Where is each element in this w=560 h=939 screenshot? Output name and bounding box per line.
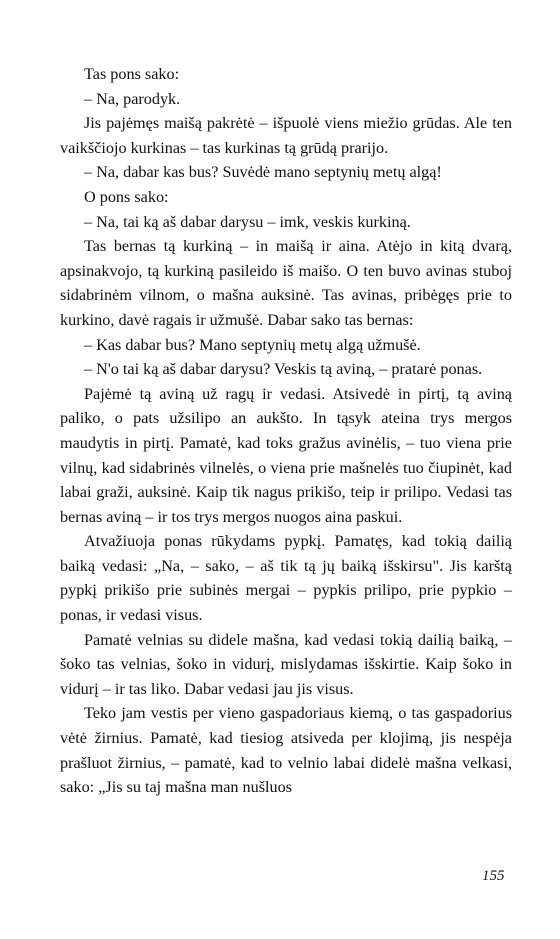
paragraph-7: Tas bernas tą kurkiną – in maišą ir aina. Atėjo in kitą dvarą, apsinakvojo, tą kurkiną pasileido iš maišo. O ten buvo avinas stuboj sidabrinėm vilnom, o mašna auksinė. Tas avinas, pribėgęs prie to kurkino, davė ragais ir užmušė. Dabar sako tas bernas: — [60, 237, 512, 329]
paragraph-3: Jis pajėmęs maišą pakrėtė – išpuolė viens miežio grūdas. Ale ten vaikščiojo kurkinas – tas kurkinas tą grūdą prarijo. — [60, 114, 512, 157]
paragraph-13: Teko jam vestis per vieno gaspadoriaus kiemą, o tas gaspadorius vėtė žirnius. Pamatė, kad tiesiog atsiveda per klojimą, jis nespėja prašluot žirnius, – pamatė, kad to velnio labai didelė mašna velkasi, sako: „Jis su taj mašna man nušluos — [60, 704, 512, 797]
page-number: 155 — [482, 868, 505, 884]
page-body — [60, 62, 512, 800]
paragraph-1: Tas pons sako: — [84, 65, 180, 83]
paragraph-2: – Na, parodyk. — [84, 89, 181, 108]
paragraph-4: – Na, dabar kas bus? Suvėdė mano septynių metų algą! — [84, 163, 442, 182]
paragraph-12: Pamatė velnias su didele mašna, kad vedasi tokią dailią baiką, – šoko tas velnias, šoko in vidurį, mislydamas išskirtie. Kaip šoko in vidurį – ir tas liko. Dabar vedasi jau jis visus. — [60, 630, 512, 698]
paragraph-5: O pons sako: — [84, 187, 169, 206]
paragraph-8: – Kas dabar bus? Mano septynių metų algą užmušė. — [84, 335, 421, 354]
paragraph-10: Pajėmė tą aviną už ragų ir vedasi. Atsivedė in pirtį, tą aviną paliko, o pats užsilipo an aukšto. In tąsyk ateina trys mergos maudytis in pirtį. Pamatė, kad toks gražus avinėlis, – tuo viena prie vilnų, kad sidabrinės vilnelės, o viena prie mašnelės tuo čiupinėt, kad labai graži, auksinė. Kaip tik nagus prikišo, teip ir prilipo. Vedasi tas bernas aviną – ir tos trys mergos nuogos aina paskui. — [60, 384, 512, 526]
paragraph-11: Atvažiuoja ponas rūkydams pypkį. Pamatęs, kad tokią dailią baiką vedasi: „Na, – sako, – aš tik tą jų baiką išskirsu". Jis karštą pypkį prikišo prie subinės mergai – pypkis prilipo, prie pypkio – ponas, ir vedasi visus. — [60, 532, 512, 625]
paragraph-6: – Na, tai ką aš dabar darysu – imk, veskis kurkiną. — [84, 212, 411, 231]
paragraph-9: – N'o tai ką aš dabar darysu? Veskis tą aviną, – pratarė ponas. — [84, 360, 483, 379]
